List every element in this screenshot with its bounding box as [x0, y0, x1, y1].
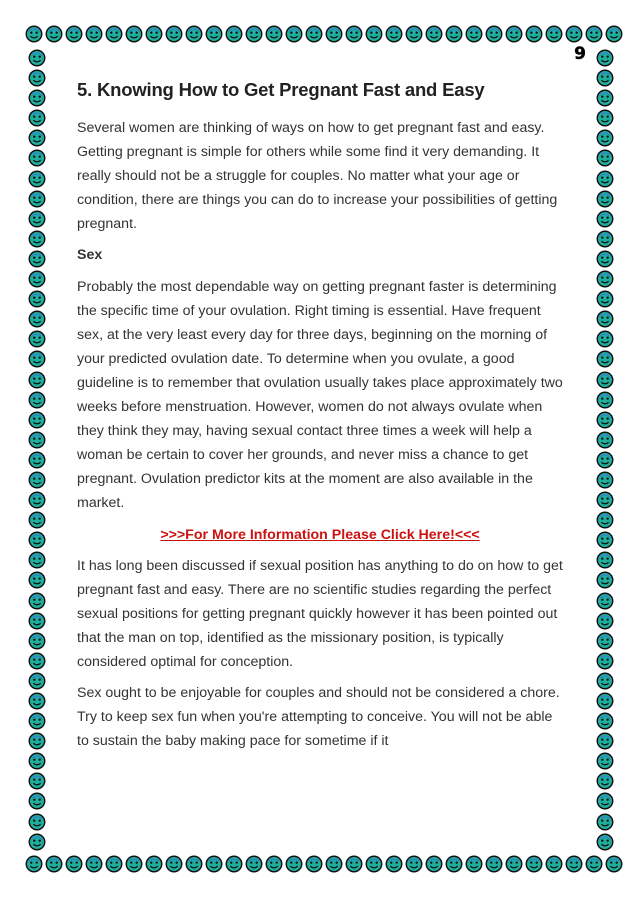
smiley-face-icon — [28, 109, 46, 127]
smiley-face-icon — [596, 49, 614, 67]
border-right — [592, 48, 618, 852]
smiley-face-icon — [28, 632, 46, 650]
smiley-face-icon — [28, 350, 46, 368]
smiley-face-icon — [596, 772, 614, 790]
smiley-face-icon — [25, 25, 43, 43]
smiley-face-icon — [596, 511, 614, 529]
smiley-face-icon — [365, 25, 383, 43]
smiley-face-icon — [245, 25, 263, 43]
smiley-face-icon — [85, 855, 103, 873]
smiley-face-icon — [65, 25, 83, 43]
smiley-face-icon — [28, 451, 46, 469]
smiley-face-icon — [28, 230, 46, 248]
smiley-face-icon — [596, 571, 614, 589]
section-subheading-sex: Sex — [77, 247, 103, 264]
article-body — [77, 78, 563, 760]
smiley-face-icon — [28, 792, 46, 810]
smiley-face-icon — [596, 451, 614, 469]
smiley-face-icon — [325, 855, 343, 873]
smiley-face-icon — [28, 371, 46, 389]
smiley-face-icon — [525, 855, 543, 873]
smiley-face-icon — [596, 190, 614, 208]
smiley-face-icon — [28, 551, 46, 569]
smiley-face-icon — [28, 330, 46, 348]
smiley-face-icon — [596, 712, 614, 730]
smiley-face-icon — [596, 411, 614, 429]
smiley-face-icon — [105, 855, 123, 873]
smiley-face-icon — [596, 270, 614, 288]
smiley-face-icon — [28, 170, 46, 188]
smiley-face-icon — [596, 230, 614, 248]
smiley-face-icon — [596, 69, 614, 87]
smiley-face-icon — [565, 25, 583, 43]
smiley-face-icon — [596, 531, 614, 549]
border-left — [24, 48, 50, 852]
smiley-face-icon — [185, 25, 203, 43]
smiley-face-icon — [185, 855, 203, 873]
smiley-face-icon — [596, 551, 614, 569]
smiley-face-icon — [28, 652, 46, 670]
smiley-face-icon — [225, 25, 243, 43]
smiley-face-icon — [596, 290, 614, 308]
smiley-face-icon — [425, 25, 443, 43]
smiley-face-icon — [165, 855, 183, 873]
smiley-face-icon — [405, 855, 423, 873]
smiley-face-icon — [445, 25, 463, 43]
smiley-face-icon — [596, 672, 614, 690]
smiley-face-icon — [596, 431, 614, 449]
smiley-face-icon — [596, 391, 614, 409]
smiley-face-icon — [28, 250, 46, 268]
smiley-face-icon — [65, 855, 83, 873]
more-info-line — [77, 523, 563, 547]
more-info-link[interactable]: >>>For More Information Please Click Here!<<< — [160, 526, 480, 543]
smiley-face-icon — [596, 109, 614, 127]
smiley-face-icon — [596, 330, 614, 348]
smiley-face-icon — [465, 855, 483, 873]
smiley-face-icon — [596, 752, 614, 770]
smiley-face-icon — [145, 25, 163, 43]
smiley-face-icon — [596, 612, 614, 630]
smiley-face-icon — [525, 25, 543, 43]
smiley-face-icon — [596, 692, 614, 710]
smiley-face-icon — [28, 692, 46, 710]
smiley-face-icon — [385, 25, 403, 43]
smiley-face-icon — [28, 471, 46, 489]
smiley-face-icon — [596, 250, 614, 268]
smiley-face-icon — [265, 25, 283, 43]
smiley-face-icon — [585, 855, 603, 873]
smiley-face-icon — [596, 491, 614, 509]
smiley-face-icon — [505, 25, 523, 43]
smiley-face-icon — [596, 170, 614, 188]
smiley-face-icon — [28, 290, 46, 308]
smiley-face-icon — [505, 855, 523, 873]
smiley-face-icon — [365, 855, 383, 873]
smiley-face-icon — [28, 592, 46, 610]
smiley-face-icon — [596, 371, 614, 389]
smiley-face-icon — [28, 149, 46, 167]
smiley-face-icon — [596, 592, 614, 610]
smiley-face-icon — [205, 855, 223, 873]
smiley-face-icon — [605, 25, 623, 43]
smiley-face-icon — [28, 612, 46, 630]
smiley-face-icon — [25, 855, 43, 873]
smiley-face-icon — [105, 25, 123, 43]
intro-paragraph: Several women are thinking of ways on how to get pregnant fast and easy. Getting pregnant is simple for others while some find it very demanding. It really should not be a struggle for couples. No matter what your age or condition, there are things you can do to increase your possibilities of getting pregnant. — [77, 120, 558, 233]
smiley-face-icon — [596, 129, 614, 147]
smiley-face-icon — [28, 129, 46, 147]
smiley-face-icon — [28, 391, 46, 409]
smiley-face-icon — [405, 25, 423, 43]
smiley-face-icon — [28, 431, 46, 449]
smiley-face-icon — [28, 49, 46, 67]
smiley-face-icon — [45, 25, 63, 43]
enjoyment-paragraph: Sex ought to be enjoyable for couples and should not be considered a chore. Try to keep sex fun when you're attempting to conceive. You will not be able to sustain the baby making pace for sometime if it — [77, 685, 560, 750]
smiley-face-icon — [245, 855, 263, 873]
smiley-face-icon — [28, 772, 46, 790]
smiley-face-icon — [28, 411, 46, 429]
smiley-face-icon — [325, 25, 343, 43]
smiley-face-icon — [205, 25, 223, 43]
smiley-face-icon — [345, 25, 363, 43]
smiley-face-icon — [285, 25, 303, 43]
smiley-face-icon — [596, 350, 614, 368]
smiley-face-icon — [28, 672, 46, 690]
smiley-face-icon — [596, 833, 614, 851]
smiley-face-icon — [545, 855, 563, 873]
smiley-face-icon — [585, 25, 603, 43]
smiley-face-icon — [28, 531, 46, 549]
smiley-face-icon — [425, 855, 443, 873]
smiley-face-icon — [28, 712, 46, 730]
smiley-face-icon — [385, 855, 403, 873]
smiley-face-icon — [565, 855, 583, 873]
smiley-face-icon — [305, 855, 323, 873]
ovulation-paragraph: Probably the most dependable way on getting pregnant faster is determining the specific time of your ovulation. Right timing is essential. Have frequent sex, at the very least every day for three days, beginning on the morning of your predicted ovulation date. To determine when you ovulate, a good guideline is to remember that ovulation usually takes place approximately two weeks before menstruation. However, women do not always ovulate when they think they may, having sexual contact three times a week will help a woman be certain to cover her grounds, and never miss a chance to get pregnant. Ovulation predictor kits at the moment are also available in the market. — [77, 278, 563, 512]
smiley-face-icon — [465, 25, 483, 43]
smiley-face-icon — [596, 310, 614, 328]
smiley-face-icon — [445, 855, 463, 873]
smiley-face-icon — [485, 25, 503, 43]
smiley-face-icon — [28, 813, 46, 831]
page-number: 9 — [574, 44, 586, 64]
border-top — [24, 22, 618, 48]
smiley-face-icon — [28, 571, 46, 589]
smiley-face-icon — [28, 833, 46, 851]
position-paragraph: It has long been discussed if sexual position has anything to do on how to get pregnant fast and easy. There are no scientific studies regarding the perfect sexual positions for getting pregnant quickly however it has been pointed out that the man on top, identified as the missionary position, is typically considered optimal for conception. — [77, 557, 563, 670]
smiley-face-icon — [485, 855, 503, 873]
smiley-face-icon — [28, 69, 46, 87]
smiley-face-icon — [28, 310, 46, 328]
smiley-face-icon — [596, 89, 614, 107]
smiley-face-icon — [28, 89, 46, 107]
smiley-face-icon — [125, 855, 143, 873]
smiley-face-icon — [596, 149, 614, 167]
smiley-face-icon — [596, 632, 614, 650]
smiley-face-icon — [596, 471, 614, 489]
smiley-face-icon — [28, 732, 46, 750]
smiley-face-icon — [605, 855, 623, 873]
smiley-face-icon — [596, 210, 614, 228]
border-bottom — [24, 852, 618, 878]
smiley-face-icon — [285, 855, 303, 873]
smiley-face-icon — [545, 25, 563, 43]
smiley-face-icon — [165, 25, 183, 43]
smiley-face-icon — [225, 855, 243, 873]
smiley-face-icon — [125, 25, 143, 43]
smiley-face-icon — [596, 792, 614, 810]
smiley-face-icon — [28, 190, 46, 208]
smiley-face-icon — [45, 855, 63, 873]
smiley-face-icon — [28, 210, 46, 228]
smiley-face-icon — [28, 270, 46, 288]
smiley-face-icon — [596, 732, 614, 750]
smiley-face-icon — [28, 491, 46, 509]
smiley-face-icon — [596, 652, 614, 670]
smiley-face-icon — [345, 855, 363, 873]
smiley-face-icon — [145, 855, 163, 873]
article-heading: 5. Knowing How to Get Pregnant Fast and Easy — [77, 79, 485, 100]
smiley-face-icon — [85, 25, 103, 43]
smiley-face-icon — [305, 25, 323, 43]
smiley-face-icon — [265, 855, 283, 873]
smiley-face-icon — [28, 511, 46, 529]
smiley-face-icon — [28, 752, 46, 770]
smiley-face-icon — [596, 813, 614, 831]
